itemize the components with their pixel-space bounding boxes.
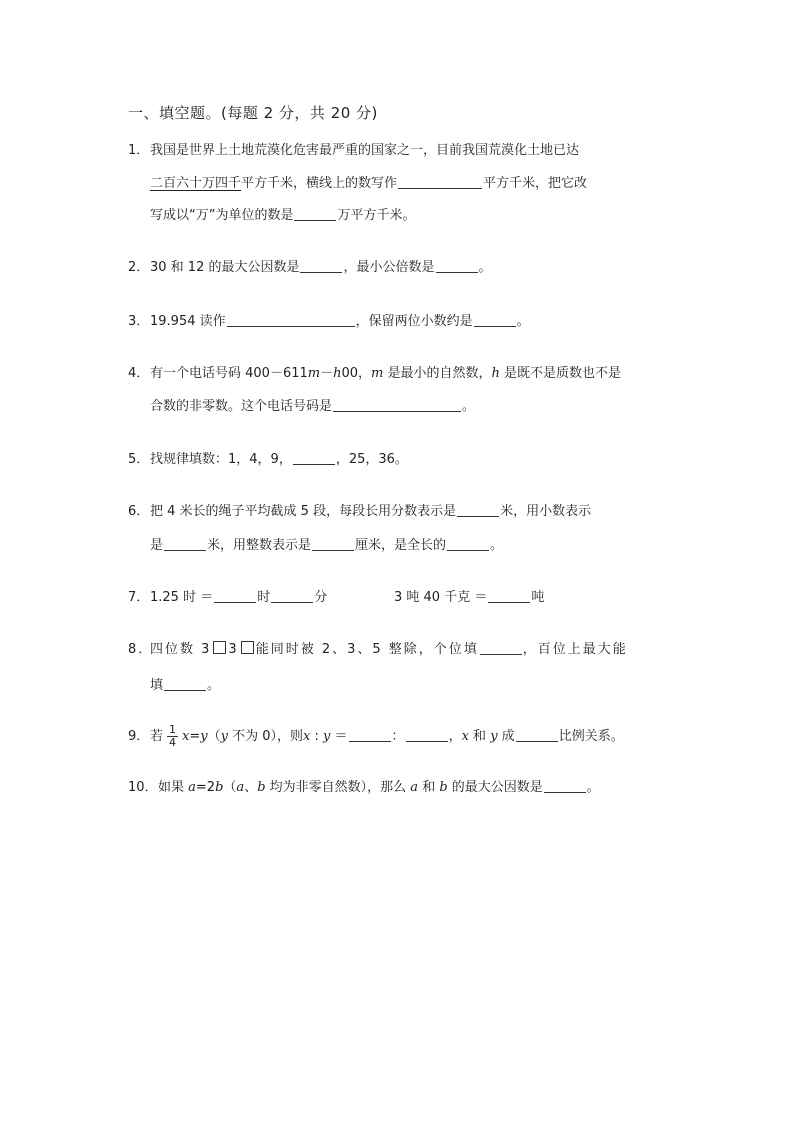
answer-blank[interactable] bbox=[457, 502, 499, 517]
question-number: 1． bbox=[128, 143, 150, 158]
question-7-part-2: 3 吨 40 千克 ＝ 吨 bbox=[394, 590, 545, 605]
answer-blank[interactable] bbox=[436, 258, 478, 273]
question-1: 1．我国是世界上土地荒漠化危害最严重的国家之一，目前我国荒漠化土地已达 bbox=[128, 141, 579, 161]
question-5: 5．找规律填数：1，4，9， ，25，36。 bbox=[128, 452, 408, 467]
answer-blank[interactable] bbox=[214, 588, 256, 603]
answer-blank[interactable] bbox=[474, 312, 516, 327]
answer-blank[interactable] bbox=[227, 312, 355, 327]
answer-blank[interactable] bbox=[300, 258, 342, 273]
answer-blank[interactable] bbox=[406, 727, 448, 742]
answer-blank[interactable] bbox=[293, 450, 335, 465]
underlined-number-words: 二百六十万四千 bbox=[150, 176, 242, 191]
question-6: 6．把 4 米长的绳子平均截成 5 段，每段长用分数表示是 米，用小数表示 bbox=[128, 504, 592, 519]
digit-box[interactable] bbox=[241, 641, 254, 654]
question-7: 7．1.25 时 ＝ 时 分 bbox=[128, 590, 328, 605]
question-10: 10．如果 a=2b（a、b 均为非零自然数），那么 a 和 b 的最大公因数是 。 bbox=[128, 780, 600, 795]
answer-blank[interactable] bbox=[544, 778, 586, 793]
question-4-line-2: 合数的非零数。这个电话号码是 。 bbox=[150, 399, 476, 414]
question-1-line-2: 二百六十万四千平方千米，横线上的数写作 平方千米，把它改 bbox=[150, 176, 588, 191]
answer-blank[interactable] bbox=[333, 397, 461, 412]
question-8: 8．四位数 3 3 能同时被 2、3、5 整除，个位填 ，百位上最大能 bbox=[128, 642, 628, 657]
question-9: 9．若 $\frac{1}{4}$ x=y（y 不为 0），则x : y ＝ ： ，x 和 y 成 比例关系。 bbox=[128, 723, 624, 749]
answer-blank[interactable] bbox=[398, 174, 482, 189]
question-2: 2．30 和 12 的最大公因数是 ，最小公倍数是 。 bbox=[128, 260, 492, 275]
answer-blank[interactable] bbox=[271, 588, 313, 603]
answer-blank[interactable] bbox=[312, 536, 354, 551]
answer-blank[interactable] bbox=[164, 536, 206, 551]
answer-blank[interactable] bbox=[164, 676, 206, 691]
answer-blank[interactable] bbox=[447, 536, 489, 551]
question-1-line-3: 写成以“万”为单位的数是 万平方千米。 bbox=[150, 208, 416, 223]
fraction-one-quarter: $\frac{1}{4}$ bbox=[169, 723, 177, 749]
question-8-line-2: 填 。 bbox=[150, 678, 221, 693]
question-6-line-2: 是 米，用整数表示是 厘米，是全长的 。 bbox=[150, 538, 504, 553]
digit-box[interactable] bbox=[213, 641, 226, 654]
answer-blank[interactable] bbox=[480, 640, 522, 655]
section-heading: 一、填空题。(每题 2 分，共 20 分) bbox=[128, 104, 378, 122]
answer-blank[interactable] bbox=[294, 206, 336, 221]
question-4: 4．有一个电话号码 400－611m－h00，m 是最小的自然数，h 是既不是质数也不是 bbox=[128, 366, 622, 381]
answer-blank[interactable] bbox=[349, 727, 391, 742]
answer-blank[interactable] bbox=[516, 727, 558, 742]
answer-blank[interactable] bbox=[488, 588, 530, 603]
question-3: 3．19.954 读作 ，保留两位小数约是 。 bbox=[128, 314, 530, 329]
